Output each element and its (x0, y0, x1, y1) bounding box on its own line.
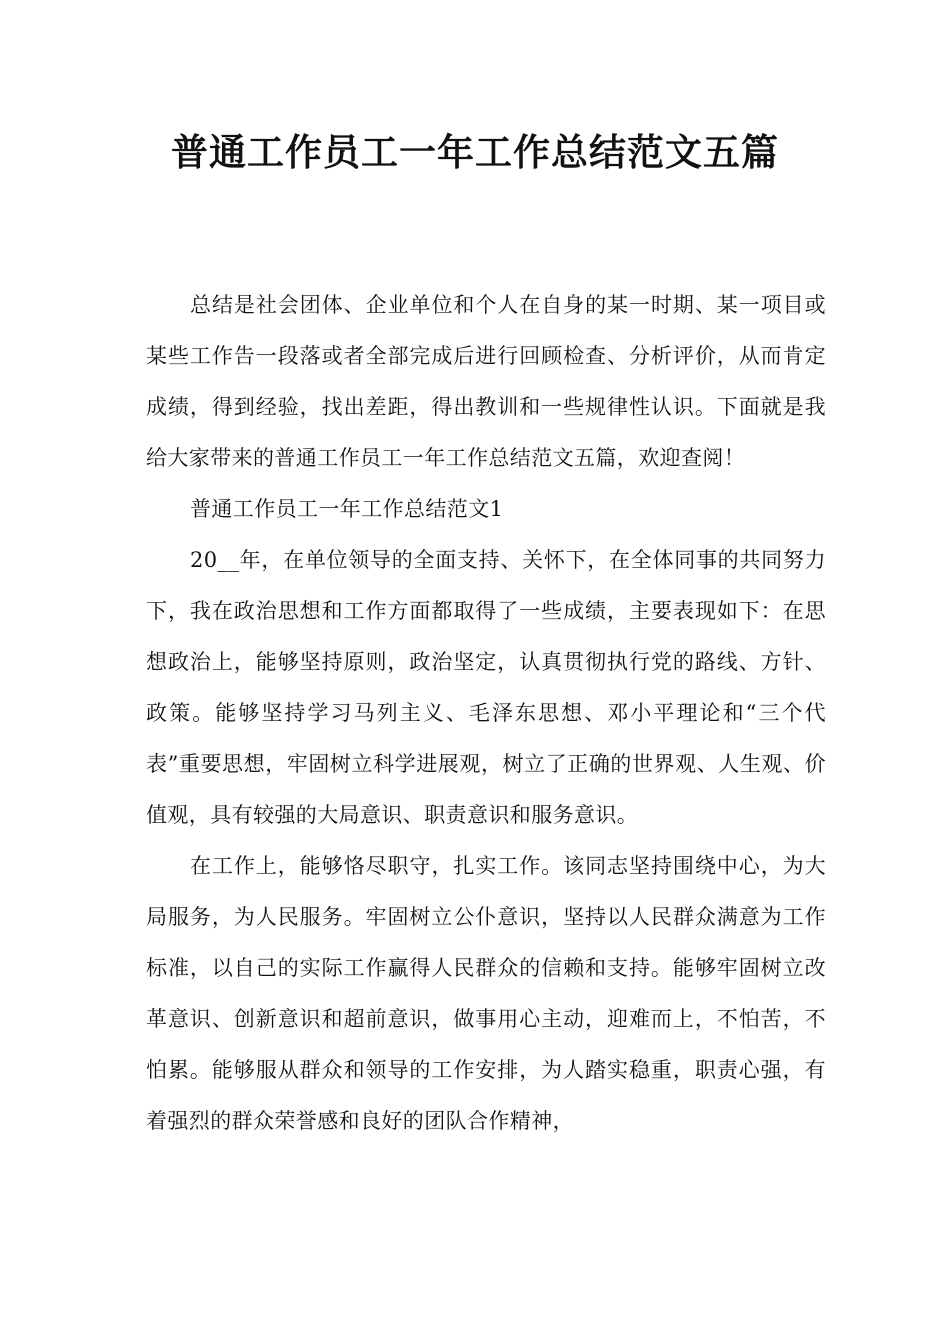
document-title: 普通工作员工一年工作总结范文五篇 (171, 131, 779, 174)
body-paragraph: 20__年，在单位领导的全面支持、关怀下，在全体同事的共同努力下，我在政治思想和工作方面都取得了一些成绩，主要表现如下：在思想政治上，能够坚持原则，政治坚定，认真贯彻执行党的路线、方针、政策。能够坚持学习马列主义、毛泽东思想、邓小平理论和“三个代表”重要思想，牢固树立科学进展观，树立了正确的世界观、人生观、价值观，具有较强的大局意识、职责意识和服务意识。 (146, 548, 826, 827)
body-paragraph: 在工作上，能够恪尽职守，扎实工作。该同志坚持围绕中心，为大局服务，为人民服务。牢固树立公仆意识，坚持以人民群众满意为工作标准，以自己的实际工作赢得人民群众的信赖和支持。能够牢固树立改革意识、创新意识和超前意识，做事用心主动，迎难而上，不怕苦，不怕累。能够服从群众和领导的工作安排，为人踏实稳重，职责心强，有着强烈的群众荣誉感和良好的团队合作精神， (146, 854, 826, 1133)
document-body (146, 280, 826, 1147)
section-heading: 普通工作员工一年工作总结范文1 (190, 497, 504, 521)
intro-paragraph: 总结是社会团体、企业单位和个人在自身的某一时期、某一项目或某些工作告一段落或者全部完成后进行回顾检查、分析评价，从而肯定成绩，得到经验，找出差距，得出教训和一些规律性认识。下面就是我给大家带来的普通工作员工一年工作总结范文五篇，欢迎查阅！ (146, 293, 826, 470)
